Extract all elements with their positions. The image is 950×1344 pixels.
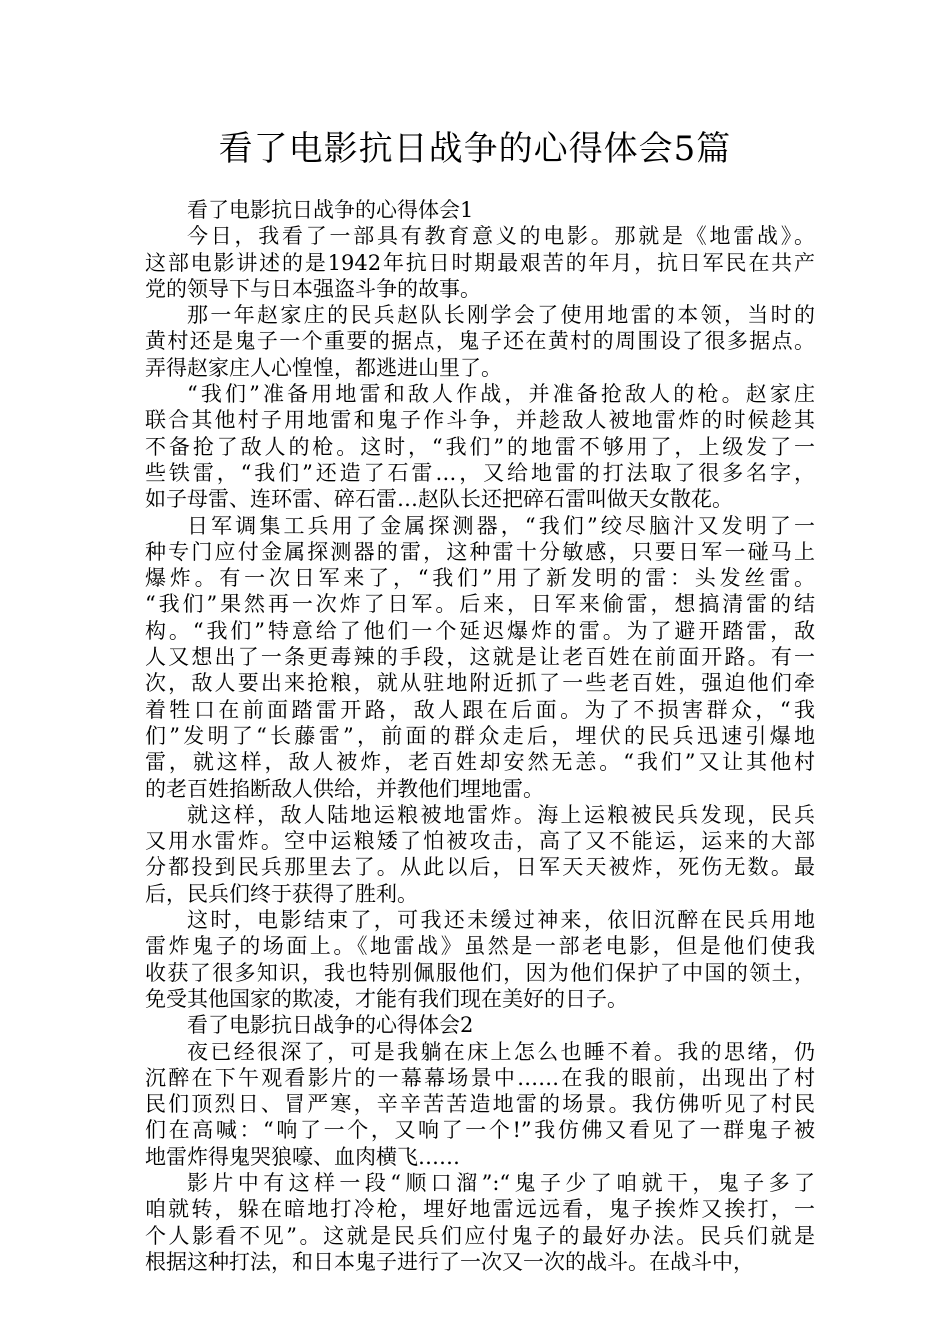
text-line: 沉醉在下午观看影片的一幕幕场景中……在我的眼前，出现出了村: [145, 1065, 815, 1090]
text-line: “我们”果然再一次炸了日军。后来，日军来偷雷，想搞清雷的结: [145, 592, 815, 617]
text-line: 又用水雷炸。空中运粮矮了怕被攻击，高了又不能运，运来的大部: [145, 829, 815, 854]
text-line: “我们”准备用地雷和敌人作战，并准备抢敌人的枪。赵家庄: [187, 382, 815, 407]
text-line: 着牲口在前面踏雷开路，敌人跟在后面。为了不损害群众，“我: [145, 697, 815, 722]
text-line: 那一年赵家庄的民兵赵队长刚学会了使用地雷的本领，当时的: [187, 303, 815, 328]
text-line: 影片中有这样一段“顺口溜”:“鬼子少了咱就干，鬼子多了: [187, 1170, 815, 1195]
text-line: 党的领导下与日本强盗斗争的故事。: [145, 276, 481, 301]
text-line: 后，民兵们终于获得了胜利。: [145, 881, 418, 906]
paragraph: [145, 1039, 815, 1170]
paragraph: [145, 1170, 815, 1275]
paragraph: [145, 223, 815, 302]
text-line: 种专门应付金属探测器的雷，这种雷十分敏感，只要日军一碰马上: [145, 539, 815, 564]
text-line: 黄村还是鬼子一个重要的据点，鬼子还在黄村的周围设了很多据点。: [145, 329, 815, 354]
text-line: 如子母雷、连环雷、碎石雷…赵队长还把碎石雷叫做天女散花。: [145, 487, 733, 512]
text-line: 个人影看不见”。这就是民兵们应付鬼子的最好办法。民兵们就是: [145, 1223, 815, 1248]
text-line: 看了电影抗日战争的心得体会1: [187, 198, 474, 222]
text-line: 夜已经很深了，可是我躺在床上怎么也睡不着。我的思绪，仍: [187, 1039, 815, 1064]
text-line: 收获了很多知识，我也特别佩服他们，因为他们保护了中国的领土，: [145, 960, 815, 985]
text-line: 弄得赵家庄人心惶惶，都逃进山里了。: [145, 355, 502, 380]
document-title: 看了电影抗日战争的心得体会5篇: [218, 129, 732, 169]
paragraph: [145, 302, 815, 381]
text-line: 根据这种打法，和日本鬼子进行了一次又一次的战斗。在战斗中，: [145, 1249, 754, 1274]
text-line: 雷，就这样，敌人被炸，老百姓却安然无恙。“我们”又让其他村: [145, 750, 815, 775]
text-line: 联合其他村子用地雷和鬼子作斗争，并趁敌人被地雷炸的时候趁其: [145, 408, 815, 433]
section-heading: [145, 197, 815, 223]
text-line: 民们顶烈日、冒严寒，辛辛苦苦造地雷的场景。我仿佛听见了村民: [145, 1092, 815, 1117]
document-body: [145, 197, 815, 1275]
text-line: 雷炸鬼子的场面上。《地雷战》虽然是一部老电影，但是他们使我: [145, 934, 815, 959]
text-line: 这部电影讲述的是1942年抗日时期最艰苦的年月，抗日军民在共产: [145, 250, 815, 275]
text-line: 的老百姓掐断敌人供给，并教他们埋地雷。: [145, 776, 544, 801]
section-heading: [145, 1012, 815, 1038]
text-line: 些铁雷，“我们”还造了石雷…，又给地雷的打法取了很多名字，: [145, 460, 815, 485]
paragraph: [145, 802, 815, 907]
text-line: 人又想出了一条更毒辣的手段，这就是让老百姓在前面开路。有一: [145, 645, 815, 670]
text-line: 这时，电影结束了，可我还未缓过神来，依旧沉醉在民兵用地: [187, 908, 815, 933]
text-line: 日军调集工兵用了金属探测器，“我们”绞尽脑汁又发明了一: [187, 513, 815, 538]
text-line: 免受其他国家的欺凌，才能有我们现在美好的日子。: [145, 986, 628, 1011]
paragraph: [145, 513, 815, 802]
text-line: 看了电影抗日战争的心得体会2: [187, 1013, 474, 1038]
text-line: 就这样，敌人陆地运粮被地雷炸。海上运粮被民兵发现，民兵: [187, 802, 815, 827]
text-line: 地雷炸得鬼哭狼嚎、血肉横飞……: [145, 1144, 460, 1169]
text-line: 不备抢了敌人的枪。这时，“我们”的地雷不够用了，上级发了一: [145, 434, 815, 459]
text-line: 今日，我看了一部具有教育意义的电影。那就是《地雷战》。: [187, 224, 815, 249]
text-line: 次，敌人要出来抢粮，就从驻地附近抓了一些老百姓，强迫他们牵: [145, 671, 815, 696]
text-line: 分都投到民兵那里去了。从此以后，日军天天被炸，死伤无数。最: [145, 855, 815, 880]
paragraph: [145, 907, 815, 1012]
text-line: 构。“我们”特意给了他们一个延迟爆炸的雷。为了避开踏雷，敌: [145, 618, 815, 643]
text-line: 们”发明了“长藤雷”，前面的群众走后，埋伏的民兵迅速引爆地: [145, 723, 815, 748]
paragraph: [145, 381, 815, 512]
text-line: 爆炸。有一次日军来了，“我们”用了新发明的雷：头发丝雷。: [145, 566, 815, 591]
text-line: 咱就转，躲在暗地打冷枪，埋好地雷远远看，鬼子挨炸又挨打，一: [145, 1197, 815, 1222]
text-line: 们在高喊：“响了一个，又响了一个!”我仿佛又看见了一群鬼子被: [145, 1118, 815, 1143]
